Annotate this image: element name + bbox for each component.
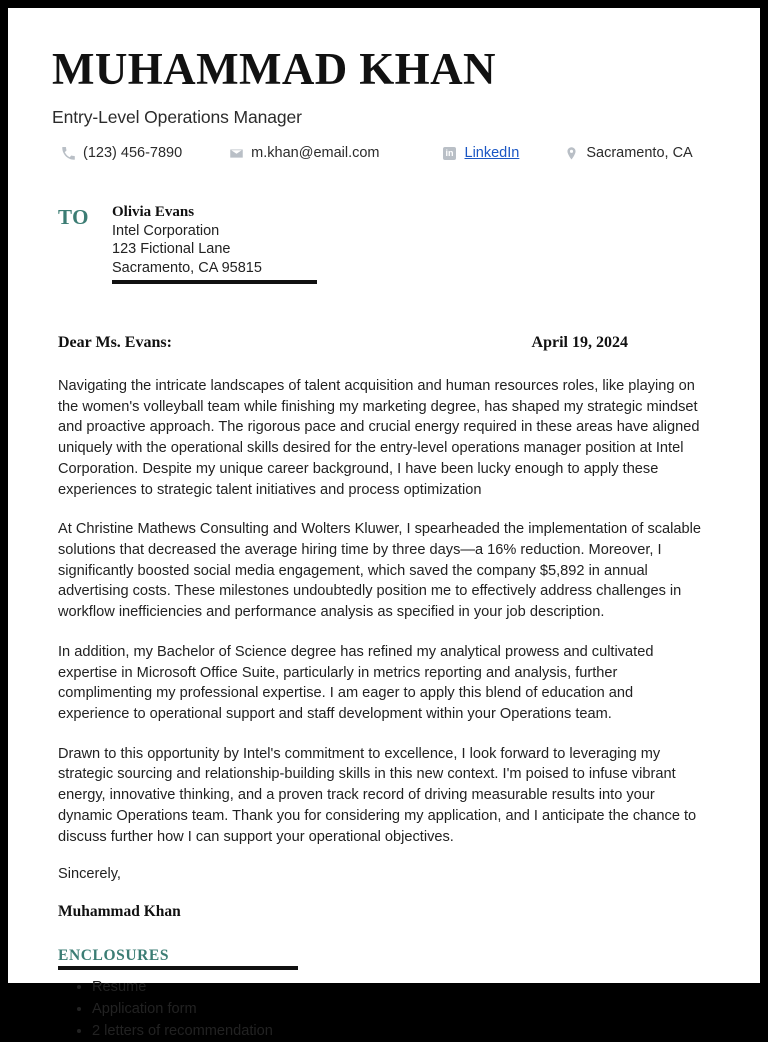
contact-phone <box>60 145 182 161</box>
body-paragraph: In addition, my Bachelor of Science degree has refined my analytical prowess and cultivated expertise in Microsoft Office Suite, particularly in metrics reporting and analysis, further complimenting my professional expertise. I am eager to apply this blend of education and experience to operational support and staff development within your Operations team. <box>58 643 654 722</box>
closing-text: Sincerely, <box>58 866 121 883</box>
location-value: Sacramento, CA <box>586 145 693 162</box>
recipient-city-state-zip: Sacramento, CA 95815 <box>112 259 262 276</box>
body-paragraph: Drawn to this opportunity by Intel's commitment to excellence, I look forward to leveraging my strategic sourcing and relationship-building skills in this new context. I'm poised to infuse vibrant energy, innovative thinking, and a proven track record of driving measurable results into your dynamic Operations team. Thank you for considering my application, and I anticipate the chance to discuss further how I can support your operational objectives. <box>58 745 697 845</box>
letter-content <box>52 32 716 1042</box>
list-item: • Application form <box>92 999 716 1020</box>
letterhead <box>52 32 716 161</box>
recipient-divider <box>112 280 317 284</box>
contact-linkedin[interactable] <box>442 145 520 161</box>
email-icon <box>228 145 244 161</box>
email-value: m.khan@email.com <box>251 145 380 162</box>
location-pin-icon <box>563 145 579 161</box>
contact-row <box>52 145 716 161</box>
recipient-street: 123 Fictional Lane <box>112 241 231 258</box>
enclosures-divider <box>58 966 298 970</box>
contact-email <box>228 145 379 161</box>
list-item: • 2 letters of recommendation <box>92 1021 716 1042</box>
to-label: TO <box>58 205 89 230</box>
recipient-block <box>52 203 716 284</box>
signature-name: Muhammad Khan <box>58 903 181 921</box>
recipient-company: Intel Corporation <box>112 223 220 240</box>
salutation: Dear Ms. Evans: <box>58 333 172 351</box>
body-paragraph: At Christine Mathews Consulting and Wolters Kluwer, I spearheaded the implementation of scalable solutions that decreased the average hiring time by three days—a 16% reduction. Moreover, I significantly boosted social media engagement, which saved the company $5,892 in annual advertising costs. These milestones undoubtedly position me to effectively address challenges in workflow inefficiencies and performance analysis as specified in your job description. <box>58 521 702 621</box>
linkedin-icon: in <box>442 145 458 161</box>
enclosures-title: ENCLOSURES <box>58 947 170 965</box>
phone-icon <box>60 145 76 161</box>
recipient-address <box>112 203 317 284</box>
phone-value: (123) 456-7890 <box>83 145 183 162</box>
enclosures-section <box>52 947 298 970</box>
letter-date: April 19, 2024 <box>531 333 628 351</box>
recipient-name: Olivia Evans <box>112 204 195 221</box>
job-title: Entry-Level Operations Manager <box>52 107 302 128</box>
list-item: • Resume <box>92 977 716 998</box>
enclosures-list <box>52 977 716 1041</box>
letter-page <box>8 8 760 1039</box>
contact-location <box>563 145 692 161</box>
salutation-row <box>52 334 716 352</box>
body-paragraph: Navigating the intricate landscapes of talent acquisition and human resources roles, like playing on the women's volleyball team while finishing my marketing degree, has shaped my strategic mindset and proactive approach. The rigorous pace and crucial energy required in these areas have aligned uniquely with the operational skills desired for the entry-level operations manager position at Intel Corporation. Despite my unique career background, I have been lucky enough to apply these experiences to strategic talent initiatives and process optimization <box>58 377 700 498</box>
linkedin-link[interactable]: LinkedIn <box>464 145 520 162</box>
page-title: MUHAMMAD KHAN <box>52 44 496 94</box>
letter-body <box>52 376 706 847</box>
